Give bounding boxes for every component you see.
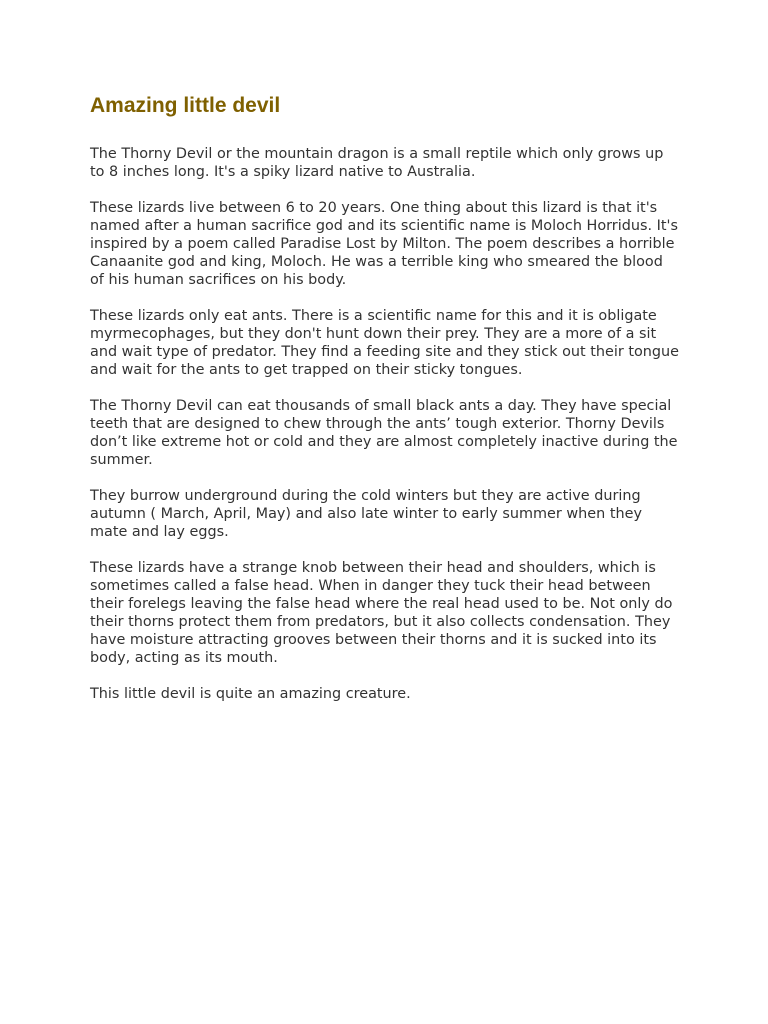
paragraph-5: They burrow underground during the cold winters but they are active during autumn ( March, April, May) and also late winter to early summer when they mate and lay eggs. <box>90 488 642 540</box>
document-title: Amazing little devil <box>90 94 281 117</box>
document-page <box>90 92 680 721</box>
paragraph-6: These lizards have a strange knob between their head and shoulders, which is sometimes called a false head. When in danger they tuck their head between their forelegs leaving the false head where the real head used to be. Not only do their thorns protect them from predators, but it also collects condensation. They have moisture attracting grooves between their thorns and it is sucked into its body, acting as its mouth. <box>90 560 673 666</box>
paragraph-7: This little devil is quite an amazing creature. <box>90 686 411 702</box>
paragraph-4: The Thorny Devil can eat thousands of small black ants a day. They have special teeth that are designed to chew through the ants’ tough exterior. Thorny Devils don’t like extreme hot or cold and they are almost completely inactive during the summer. <box>90 398 678 468</box>
paragraph-3: These lizards only eat ants. There is a scientific name for this and it is obligate myrmecophages, but they don't hunt down their prey. They are a more of a sit and wait type of predator. They find a feeding site and they stick out their tongue and wait for the ants to get trapped on their sticky tongues. <box>90 308 680 378</box>
paragraph-1: The Thorny Devil or the mountain dragon is a small reptile which only grows up to 8 inches long. It's a spiky lizard native to Australia. <box>90 146 664 180</box>
paragraph-2: These lizards live between 6 to 20 years. One thing about this lizard is that it's named after a human sacrifice god and its scientific name is Moloch Horridus. It's inspired by a poem called Paradise Lost by Milton. The poem describes a horrible Canaanite god and king, Moloch. He was a terrible king who smeared the blood of his human sacrifices on his body. <box>90 200 678 288</box>
